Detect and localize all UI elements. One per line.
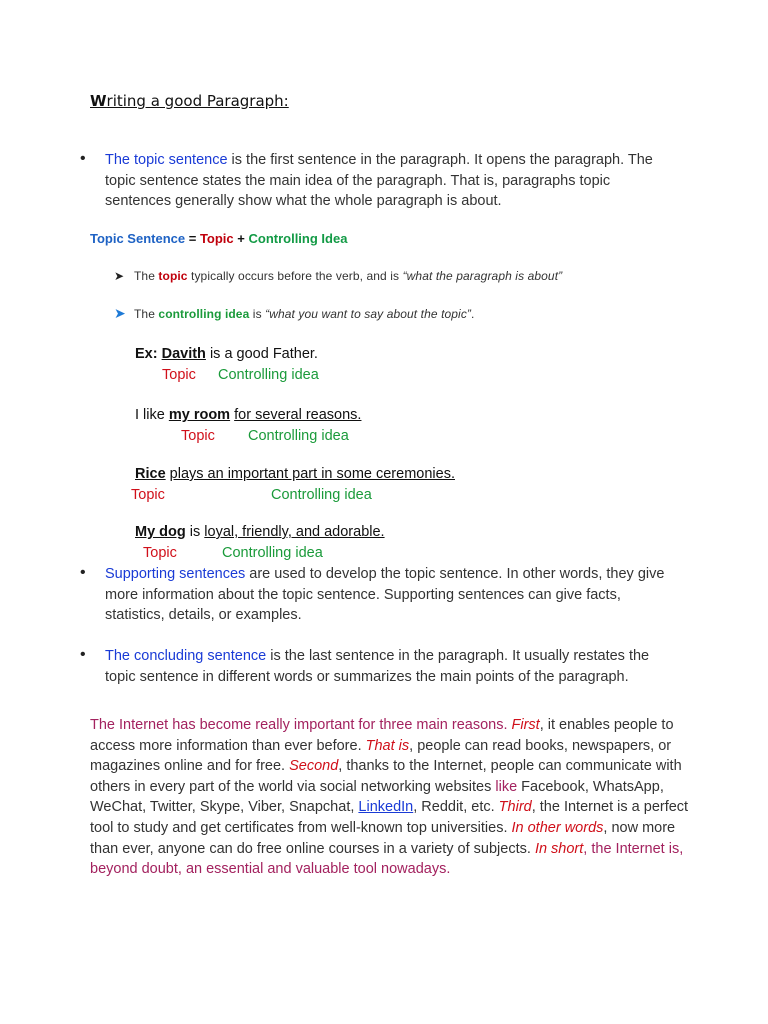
- note-controlling-key: controlling idea: [158, 307, 250, 321]
- note-topic-key: topic: [158, 269, 188, 283]
- topic-sentence-text: is the first sentence in the paragraph. It opens the paragraph. The topic sentence states the main idea of the paragraph. That is, paragraphs topic sentences generally show what the whole paragraph is about.: [105, 152, 653, 209]
- bullet-icon: •: [80, 646, 86, 663]
- example-rest: plays an important part in some ceremonies.: [169, 466, 455, 482]
- bullet-icon: •: [80, 564, 86, 581]
- example-sentence: [135, 407, 361, 423]
- example-topic-label: Topic: [181, 428, 215, 444]
- topic-sentence-term: The topic sentence: [105, 152, 228, 168]
- title-first-letter: W: [90, 92, 107, 110]
- example-controlling-label: Controlling idea: [218, 367, 319, 383]
- transition-second: Second: [289, 758, 339, 775]
- example-subject: my room: [168, 407, 231, 423]
- note-controlling: [114, 305, 474, 322]
- note-topic: [114, 269, 562, 283]
- formula-equals: =: [185, 231, 200, 246]
- transition-in-short: In short: [534, 840, 584, 857]
- concluding-term: The concluding sentence: [105, 648, 267, 664]
- note-topic-quote: “what the paragraph is about”: [402, 269, 563, 283]
- arrow-icon: ➤: [114, 305, 126, 321]
- transition-in-other-words: In other words: [511, 819, 604, 836]
- concluding-text: is the last sentence in the paragraph. It usually restates the topic sentence in different words or summarizes the main points of the paragraph.: [105, 648, 650, 685]
- linkedin-link[interactable]: LinkedIn: [358, 799, 414, 816]
- example-subject: Davith: [161, 346, 206, 362]
- example-controlling-label: Controlling idea: [248, 428, 349, 444]
- supporting-term: Supporting sentences: [105, 566, 246, 582]
- example-topic-label: Topic: [143, 545, 177, 561]
- example-controlling-label: Controlling idea: [271, 487, 372, 503]
- formula-topic: Topic: [199, 231, 234, 246]
- formula-controlling: Controlling Idea: [248, 231, 348, 246]
- supporting-text: are used to develop the topic sentence. In other words, they give more information about the topic sentence. Supporting sentences can give facts, statistics, details, or examples.: [105, 566, 665, 623]
- example-topic-label: Topic: [131, 487, 165, 503]
- note-controlling-end: .: [471, 307, 475, 321]
- transition-like: like: [495, 778, 518, 795]
- transition-that-is: That is: [365, 737, 410, 754]
- example-prefix: Ex:: [135, 346, 162, 362]
- note-topic-mid: typically occurs before the verb, and is: [187, 269, 403, 283]
- title-rest: riting a good Paragraph:: [106, 92, 289, 110]
- concluding-bullet: [105, 646, 680, 687]
- example-subject: My dog: [135, 524, 186, 540]
- arrow-icon: ➤: [114, 269, 125, 283]
- note-controlling-pre: The: [134, 307, 159, 321]
- example-prefix: I like: [135, 407, 169, 423]
- sample-paragraph: The Internet has become really important for three main reasons. First, it enables people to access more information than ever before. That is, people can read books, newspapers, or magazines online and for free. Second, thanks to the Internet, people can communicate with others in every part of the world via social networking websites like Facebook, WhatsApp, WeChat, Twitter, Skype, Viber, Snapchat, LinkedIn, Reddit, etc. Third, the Internet is a perfect tool to study and get certificates from well-known top universities. In other words, now more than ever, anyone can do free online courses in a variety of subjects. In short, the Internet is, beyond doubt, an essential and valuable tool nowadays.: [90, 717, 689, 878]
- transition-first: First: [511, 717, 540, 733]
- example-subject: Rice: [135, 466, 166, 482]
- transition-third: Third: [498, 799, 532, 816]
- example-rest: is a good Father.: [205, 346, 318, 362]
- concluding-sentence: , the Internet is, beyond doubt, an essential and valuable tool nowadays.: [90, 840, 684, 878]
- formula-plus: +: [233, 231, 249, 246]
- example-rest: loyal, friendly, and adorable.: [204, 524, 385, 540]
- example-controlling-label: Controlling idea: [222, 545, 323, 561]
- topic-sentence: The Internet has become really important for three main reasons.: [90, 717, 512, 733]
- example-topic-label: Topic: [162, 367, 196, 383]
- bullet-icon: •: [80, 150, 86, 167]
- topic-sentence-bullet: [105, 150, 680, 212]
- example-rest: for several reasons.: [234, 407, 362, 423]
- supporting-bullet: [105, 564, 680, 626]
- topic-sentence-formula: [90, 231, 347, 246]
- example-sentence: [135, 346, 318, 362]
- example-sentence: [135, 466, 455, 482]
- formula-term: Topic Sentence: [90, 231, 186, 246]
- note-topic-pre: The: [134, 269, 159, 283]
- example-sentence: My dog is loyal, friendly, and adorable.: [135, 524, 385, 540]
- note-controlling-mid: is: [249, 307, 266, 321]
- note-controlling-quote: “what you want to say about the topic”: [265, 307, 472, 321]
- page-title: [90, 92, 289, 110]
